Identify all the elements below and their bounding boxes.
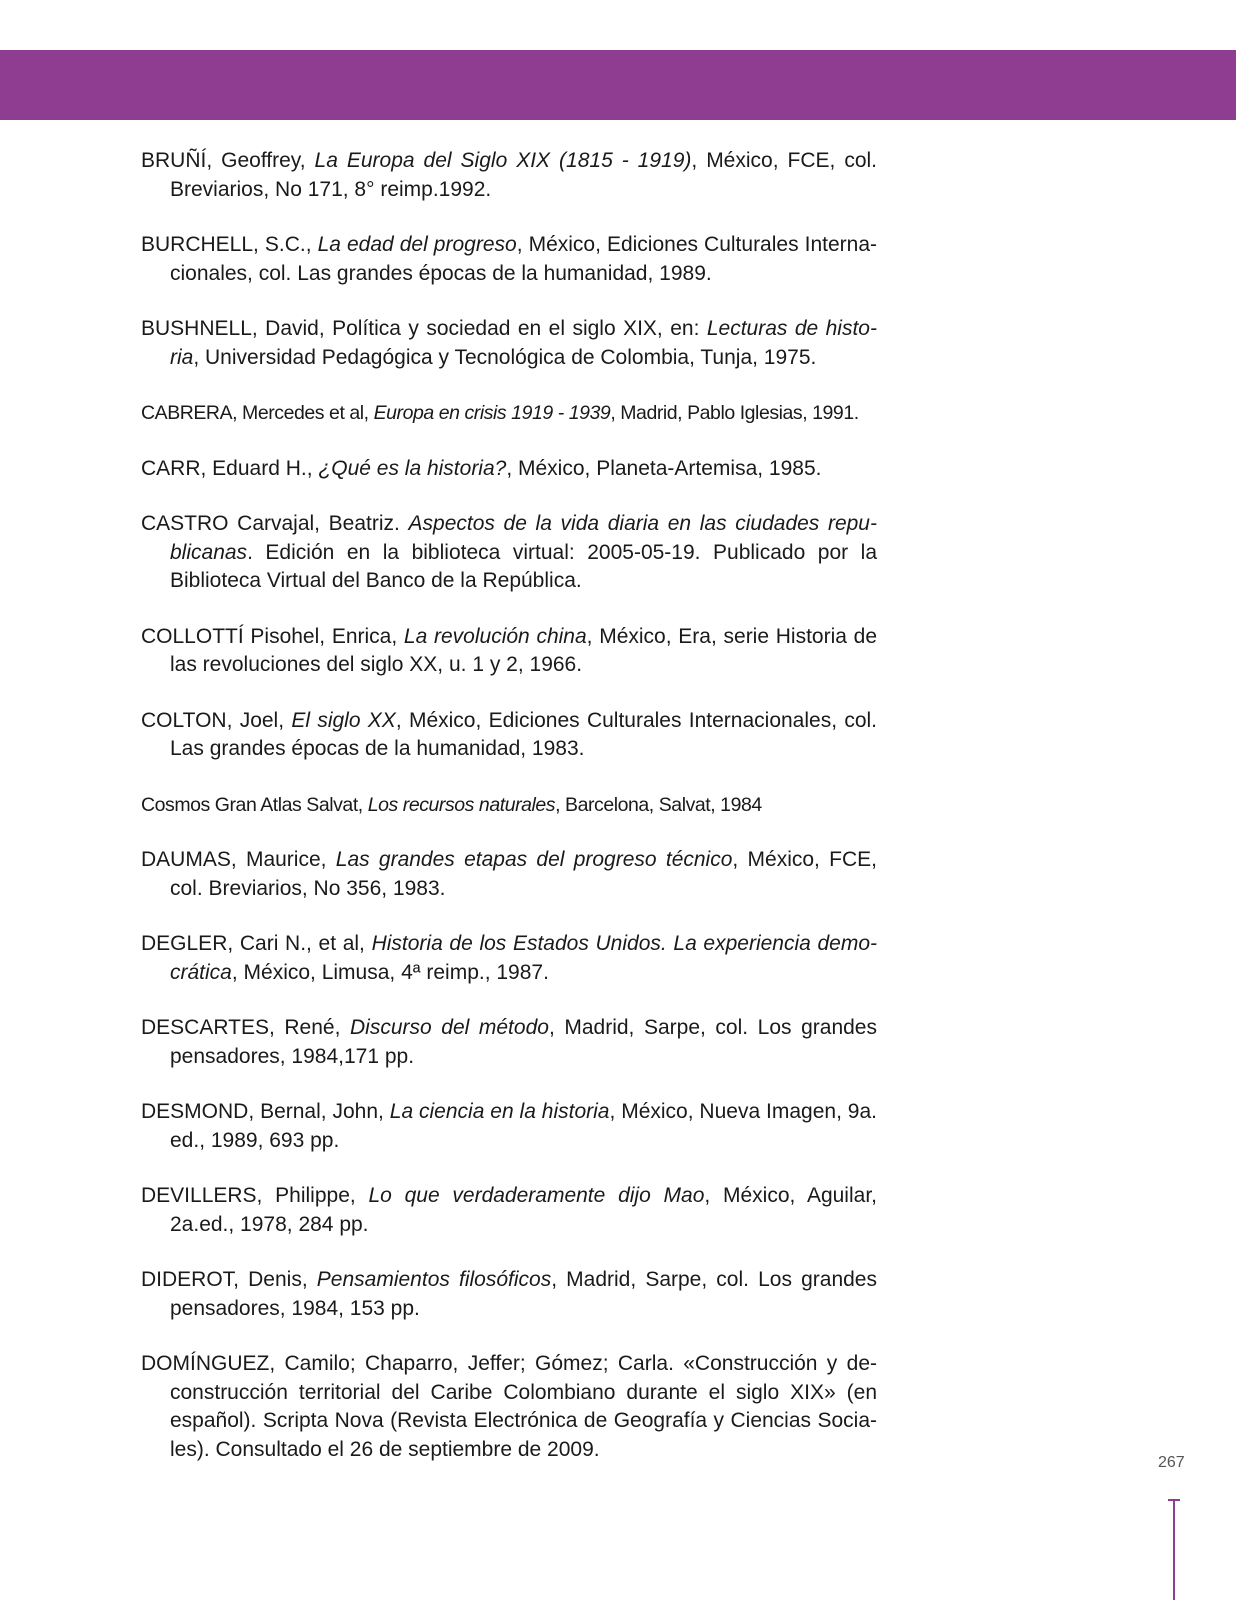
bibliography-entry: [141, 930, 877, 987]
entry-title: ¿Qué es la historia?: [318, 456, 507, 480]
entry-author: DESCARTES, René,: [141, 1016, 351, 1039]
bibliography-entry: [141, 315, 877, 372]
entry-title: Europa en crisis 1919 - 1939: [373, 402, 611, 424]
entry-author: BUSHNELL, David, Política y sociedad en el siglo XIX, en:: [141, 317, 707, 340]
entry-author: CARR, Eduard H.,: [141, 456, 319, 480]
entry-author: CASTRO Carvajal, Beatriz.: [141, 512, 409, 535]
bibliography-entry: [141, 455, 877, 484]
bibliography-entry: [141, 623, 877, 680]
entry-details: , Madrid, Sarpe, col. Los grandes pensadores, 1984, 153 pp.: [170, 1268, 877, 1320]
entry-details: , México, FCE, col. Breviarios, No 171, 8° reimp.1992.: [170, 149, 877, 201]
entry-author: BURCHELL, S.C.,: [141, 233, 318, 256]
bibliography-entry: [141, 1182, 877, 1239]
entry-title: Las grandes etapas del progreso técnico: [335, 848, 733, 871]
entry-author: DEVILLERS, Philippe,: [141, 1184, 369, 1207]
entry-author: Cosmos Gran Atlas Salvat,: [141, 793, 368, 816]
entry-author: DEGLER, Cari N., et al,: [141, 932, 372, 955]
entry-title: La Europa del Siglo XIX (1815 - 1919): [314, 149, 692, 172]
entry-title: Aspectos de la vida diaria en las ciudades repu-blicanas: [170, 512, 877, 564]
page-number: 267: [1158, 1454, 1185, 1471]
bibliography-entry: [141, 1014, 877, 1071]
entry-details: , México, Era, serie Historia de las revoluciones del siglo XX, u. 1 y 2, 1966.: [170, 624, 878, 676]
bibliography-entry: [141, 1266, 877, 1323]
bibliography-entry: [141, 1350, 877, 1464]
entry-details: , México, Nueva Imagen, 9a. ed., 1989, 693 pp.: [170, 1100, 877, 1152]
page-rule: [1173, 1500, 1175, 1600]
entry-author: COLLOTTÍ Pisohel, Enrica,: [141, 624, 404, 648]
bibliography-entry: [141, 1098, 877, 1155]
header-band: [0, 50, 1236, 120]
entry-details: , México, Aguilar, 2a.ed., 1978, 284 pp.: [170, 1184, 877, 1236]
entry-details: , Universidad Pedagógica y Tecnológica de Colombia, Tunja, 1975.: [193, 345, 817, 369]
entry-author: COLTON, Joel,: [141, 708, 292, 732]
entry-title: Pensamientos filosóficos: [316, 1268, 552, 1291]
bibliography-entry: [141, 846, 877, 903]
entry-details: , Madrid, Sarpe, col. Los grandes pensadores, 1984,171 pp.: [170, 1016, 877, 1068]
entry-title: El siglo XX: [291, 708, 396, 732]
entry-details: , México, Ediciones Culturales Internacionales, col. Las grandes épocas de la humanidad, 1983.: [170, 708, 878, 760]
entry-title: La ciencia en la historia: [389, 1100, 610, 1123]
entry-author: DOMÍNGUEZ, Camilo; Chaparro, Jeffer; Gómez; Carla. «Construcción y de-construcción territorial del Caribe Colombiano durante el siglo XIX» (en español). Scripta Nova (Revista Electrónica de Geografía y Ciencias Socia-les). Consultado el 26 de septiembre de 2009.: [141, 1352, 877, 1461]
entry-author: DAUMAS, Maurice,: [141, 848, 336, 871]
entry-details: , México, Limusa, 4ª reimp., 1987.: [231, 960, 549, 984]
entry-title: Historia de los Estados Unidos. La experiencia demo-crática: [170, 932, 878, 984]
entry-details: , México, FCE, col. Breviarios, No 356, 1983.: [170, 848, 877, 900]
entry-details: , México, Planeta-Artemisa, 1985.: [506, 456, 822, 480]
entry-author: DIDEROT, Denis,: [141, 1268, 317, 1291]
entry-title: Lecturas de histo-ria: [170, 317, 877, 369]
entry-details: , México, Ediciones Culturales Interna-cionales, col. Las grandes épocas de la humanidad, 1989.: [170, 233, 877, 285]
bibliography-entry: [141, 147, 877, 204]
bibliography-entry: [141, 510, 877, 596]
entry-details: , Barcelona, Salvat, 1984: [555, 793, 762, 816]
entry-title: Discurso del método: [350, 1016, 549, 1039]
entry-title: Los recursos naturales: [367, 793, 556, 816]
entry-author: DESMOND, Bernal, John,: [141, 1100, 390, 1123]
bibliography-entry: [141, 231, 877, 288]
entry-title: La edad del progreso: [317, 233, 517, 256]
entry-author: CABRERA, Mercedes et al,: [141, 402, 374, 424]
entry-author: BRUÑÍ, Geoffrey,: [141, 149, 315, 172]
bibliography-list: [141, 147, 877, 1491]
entry-title: La revolución china: [403, 624, 587, 648]
entry-details: . Edición en la biblioteca virtual: 2005-05-19. Publicado por la Biblioteca Virtual del Banco de la República.: [170, 540, 877, 592]
entry-title: Lo que verdaderamente dijo Mao: [368, 1184, 705, 1207]
entry-details: , Madrid, Pablo Iglesias, 1991.: [610, 402, 859, 424]
bibliography-entry: [141, 399, 877, 428]
bibliography-entry: [141, 707, 877, 764]
bibliography-entry: [141, 791, 877, 820]
